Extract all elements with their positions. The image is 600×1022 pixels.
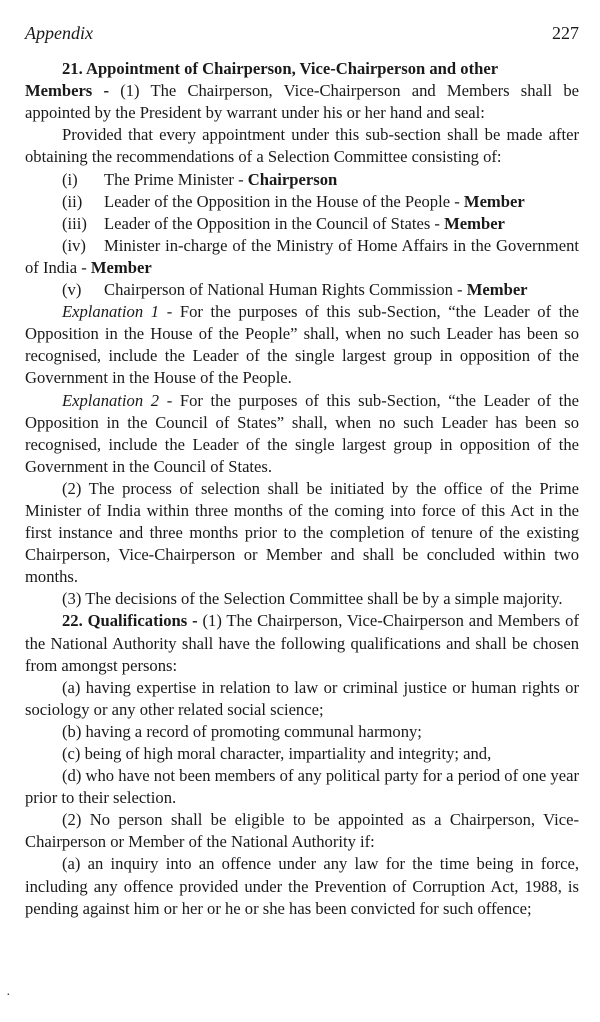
margin-mark: · [6, 988, 11, 1003]
qualification-c: (c) being of high moral character, impartiality and integrity; and, [62, 744, 492, 763]
section-21-heading [25, 58, 579, 80]
section-21-title: 21. Appointment of Chairperson, Vice-Chairperson and other [62, 59, 499, 79]
explanation-2: Explanation 2 - For the purposes of this sub-Section, “the Leader of the Opposition in the Council of States” shall, when no such Leader has been so recognised, include the Leader of the single largest group in opposition of the Government in the Council of States. [25, 390, 580, 476]
section-22-para-2: (2) No person shall be eligible to be appointed as a Chairperson, Vice-Chairperson or Member of the National Authority if: [25, 810, 579, 852]
explanation-2-label: Explanation 2 [62, 390, 160, 410]
explanation-1: Explanation 1 - For the purposes of this sub-Section, “the Leader of the Opposition in the House of the People” shall, when no such Leader has been so recognised, include the Leader of the single largest group in opposition of the Government in the House of the People. [25, 302, 580, 388]
explanation-1-label: Explanation 1 [62, 302, 160, 322]
qualification-d: (d) who have not been members of any political party for a period of one year prior to their selection. [25, 766, 579, 808]
committee-item-1: (i) The Prime Minister - Chairperson [62, 169, 338, 189]
section-21-para-1-text: (1) The Chairperson, Vice-Chairperson and Members shall be appointed by the President by warrant under his or her hand and seal: [25, 81, 579, 123]
section-21-para-1 [25, 80, 579, 124]
committee-item-5: (v) Chairperson of National Human Rights Commission - Member [62, 280, 528, 300]
section-21-para-3: (3) The decisions of the Selection Committee shall be by a simple majority. [62, 589, 563, 609]
committee-item-3: (iii) Leader of the Opposition in the Council of States - Member [62, 213, 505, 233]
document-page [25, 22, 579, 920]
committee-item-4: (iv) Minister in-charge of the Ministry of Home Affairs in the Government of India - Member [25, 235, 579, 277]
running-title: Appendix [25, 23, 93, 43]
section-21-para-2: (2) The process of selection shall be initiated by the office of the Prime Minister of India within three months of the coming into force of this Act in the first instance and three months prior to the completion of tenure of the existing Chairperson, Vice-Chairperson or Member and shall be concluded within two months. [25, 478, 579, 587]
section-22-title: 22. Qualifications - [62, 611, 198, 631]
section-21-proviso: Provided that every appointment under this sub-section shall be made after obtaining the recommendations of a Selection Committee consisting of: [25, 125, 579, 167]
committee-item-2: (ii) Leader of the Opposition in the House of the People - Member [62, 191, 525, 211]
disqualification-a: (a) an inquiry into an offence under any law for the time being in force, including any offence provided under the Prevention of Corruption Act, 1988, is pending against him or her or he or she has been convicted for such offence; [25, 854, 579, 918]
section-21-title-cont: Members - [25, 81, 109, 101]
qualification-b: (b) having a record of promoting communal harmony; [62, 721, 422, 741]
running-header [25, 22, 579, 44]
section-22-para-1: 22. Qualifications - (1) The Chairperson, Vice-Chairperson and Members of the National Authority shall have the following qualifications and shall be chosen from amongst persons: [25, 611, 579, 675]
qualification-a: (a) having expertise in relation to law or criminal justice or human rights or sociology or any other related social science; [25, 677, 579, 719]
page-number: 227 [552, 23, 579, 43]
